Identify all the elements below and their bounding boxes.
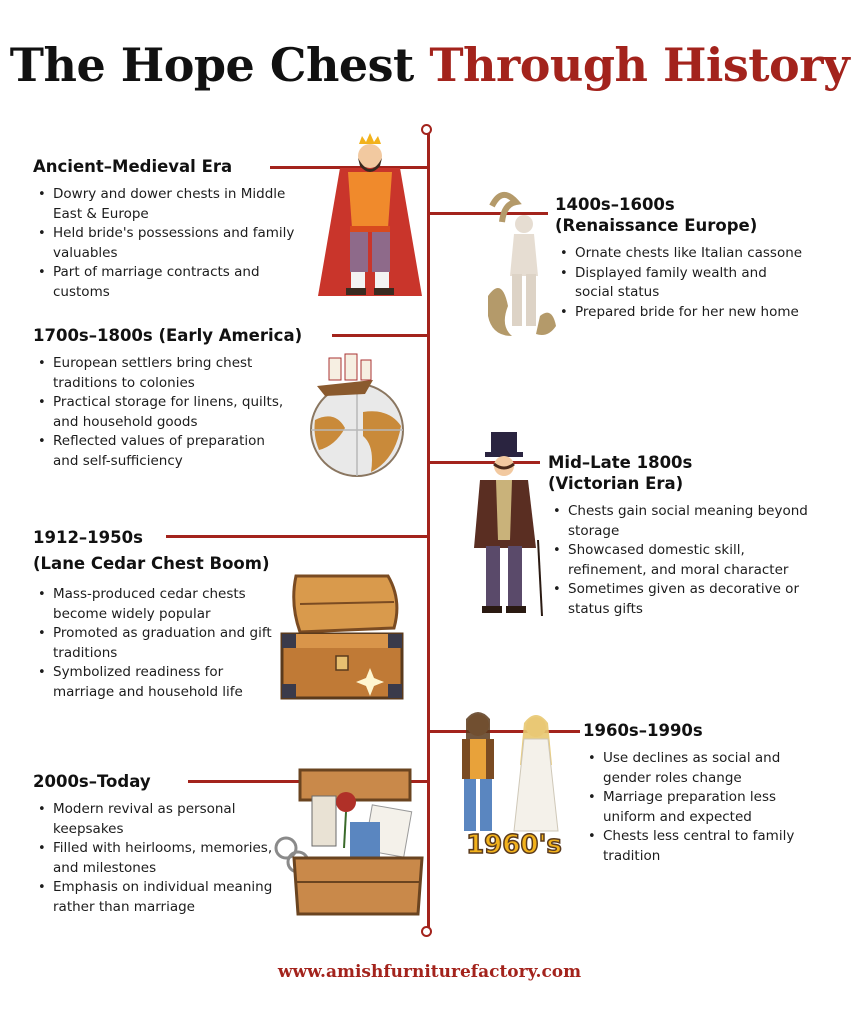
connector-era-3 bbox=[332, 334, 428, 337]
title-part-2: Through History bbox=[429, 38, 850, 92]
treasure-chest-icon bbox=[278, 570, 410, 705]
era-bullet: • Symbolized readiness for marriage and household life bbox=[33, 663, 273, 702]
era-bullet: • Mass-produced cedar chests become widely popular bbox=[33, 585, 273, 624]
era-bullet: • Use declines as social and gender roles change bbox=[583, 749, 813, 788]
era-bullet: • Filled with heirlooms, memories, and milestones bbox=[33, 839, 283, 878]
era-title: 1700s–1800s (Early America) bbox=[33, 326, 303, 345]
victorian-gentleman-icon bbox=[462, 430, 548, 620]
statue-icon bbox=[482, 186, 562, 346]
keepsake-chest-icon bbox=[272, 768, 428, 918]
era-bullet: • Dowry and dower chests in Middle East & Europe bbox=[33, 185, 318, 224]
era-bullet: • Marriage preparation less uniform and expected bbox=[583, 788, 813, 827]
era-bullet: • Reflected values of preparation and self-sufficiency bbox=[33, 432, 293, 471]
era-bullet: • Prepared bride for her new home bbox=[555, 303, 805, 323]
era-title: Mid–Late 1800s (Victorian Era) bbox=[548, 453, 693, 493]
era-renaissance bbox=[555, 194, 805, 322]
era-2000s-today bbox=[33, 771, 283, 917]
footer-url[interactable]: www.amishfurniturefactory.com bbox=[277, 962, 582, 982]
era-bullet: • Sometimes given as decorative or status gifts bbox=[548, 580, 818, 619]
era-early-america bbox=[33, 325, 303, 471]
era-title: 1912–1950s (Lane Cedar Chest Boom) bbox=[33, 528, 270, 573]
era-bullet: • Emphasis on individual meaning rather than marriage bbox=[33, 878, 283, 917]
era-title: Ancient–Medieval Era bbox=[33, 157, 233, 176]
page-title bbox=[0, 38, 859, 92]
era-lane-cedar bbox=[33, 525, 273, 702]
era-ancient-medieval bbox=[33, 156, 318, 302]
era-bullet: • Promoted as graduation and gift traditions bbox=[33, 624, 273, 663]
era-bullet: • Practical storage for linens, quilts, and household goods bbox=[33, 393, 293, 432]
era-bullet: • Chests less central to family tradition bbox=[583, 827, 813, 866]
hippie-couple-icon bbox=[448, 705, 580, 870]
era-bullet: • Chests gain social meaning beyond storage bbox=[548, 502, 818, 541]
era-bullet: • Ornate chests like Italian cassone bbox=[555, 244, 805, 264]
era-bullet: • Showcased domestic skill, refinement, and moral character bbox=[548, 541, 818, 580]
era-bullet: • European settlers bring chest traditions to colonies bbox=[33, 354, 293, 393]
era-title: 2000s–Today bbox=[33, 772, 151, 791]
era-bullet: • Modern revival as personal keepsakes bbox=[33, 800, 283, 839]
era-1960s-1990s bbox=[583, 720, 813, 866]
badge-1960s: 1960's bbox=[466, 830, 562, 860]
timeline-end-dot bbox=[421, 926, 432, 937]
era-bullet: • Part of marriage contracts and customs bbox=[33, 263, 318, 302]
globe-ship-icon bbox=[305, 350, 410, 482]
title-part-1: The Hope Chest bbox=[9, 38, 430, 92]
era-title: 1960s–1990s bbox=[583, 721, 703, 740]
king-icon bbox=[310, 128, 430, 300]
era-title: 1400s–1600s (Renaissance Europe) bbox=[555, 195, 758, 235]
era-bullet: • Displayed family wealth and social status bbox=[555, 264, 805, 303]
era-victorian bbox=[548, 452, 818, 619]
era-bullet: • Held bride's possessions and family valuables bbox=[33, 224, 318, 263]
